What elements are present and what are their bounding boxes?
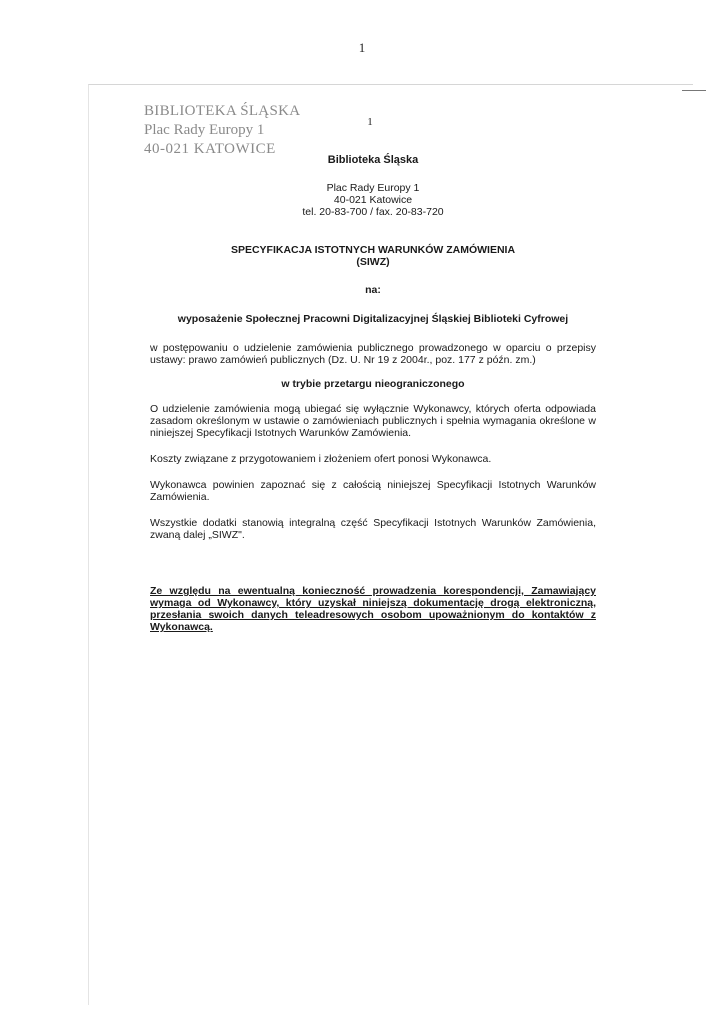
- library-name: Biblioteka Śląska: [327, 154, 419, 166]
- page-number-top: 1: [358, 40, 366, 55]
- document-title: [150, 244, 596, 268]
- order-subject: wyposażenie Społecznej Pracowni Digitalizacyjnej Śląskiej Biblioteki Cyfrowej: [177, 313, 569, 325]
- title-line-2: (SIWZ): [356, 256, 390, 268]
- stamp-line-3: 40-021 KATOWICE: [144, 141, 276, 157]
- procedure-mode: w trybie przetargu nieograniczonego: [281, 378, 465, 390]
- title-line-1: SPECYFIKACJA ISTOTNYCH WARUNKÓW ZAMÓWIENIA: [230, 244, 516, 256]
- proceeding-text: w postępowaniu o udzielenie zamówienia publicznego prowadzonego w oparciu o przepisy ustawy: prawo zamówień publicznych (Dz. U. Nr 19 z 2004r., poz. 177 z późn. zm.): [150, 342, 596, 366]
- correspondence-notice: Ze względu na ewentualną konieczność prowadzenia korespondencji, Zamawiający wymaga od Wykonawcy, który uzyskał niniejszą dokumentację drogą elektroniczną, przesłania swoich danych teleadresowych osobom upoważnionym do kontaktów z Wykonawcą.: [150, 585, 596, 633]
- paragraph-attachments: Wszystkie dodatki stanowią integralną część Specyfikacji Istotnych Warunków Zamówienia, zwaną dalej „SIWZ".: [150, 517, 596, 541]
- address-city: 40-021 Katowice: [333, 194, 413, 206]
- library-address: [150, 182, 596, 218]
- stamp-line-2: Plac Rady Europy 1: [144, 122, 265, 138]
- address-street: Plac Rady Europy 1: [326, 182, 420, 194]
- paragraph-eligibility: O udzielenie zamówienia mogą ubiegać się wyłącznie Wykonawcy, których oferta odpowiada zasadom określonym w ustawie o zamówieniach publicznych i spełnia wymagania określone w niniejszej Specyfikacji Istotnych Warunków Zamówienia.: [150, 403, 596, 439]
- na-label: na:: [365, 284, 381, 296]
- address-phone-fax: tel. 20-83-700 / fax. 20-83-720: [302, 206, 444, 218]
- stamp-line-1: BIBLIOTEKA ŚLĄSKA: [144, 103, 301, 119]
- paragraph-costs: Koszty związane z przygotowaniem i złożeniem ofert ponosi Wykonawca.: [150, 453, 492, 465]
- paragraph-familiarize: Wykonawca powinien zapoznać się z całością niniejszej Specyfikacji Istotnych Warunków Zamówienia.: [150, 479, 596, 503]
- page-number-inner: 1: [367, 116, 373, 128]
- library-stamp: [144, 102, 301, 159]
- document-body: [150, 154, 596, 633]
- scan-edge-mark: [682, 90, 706, 91]
